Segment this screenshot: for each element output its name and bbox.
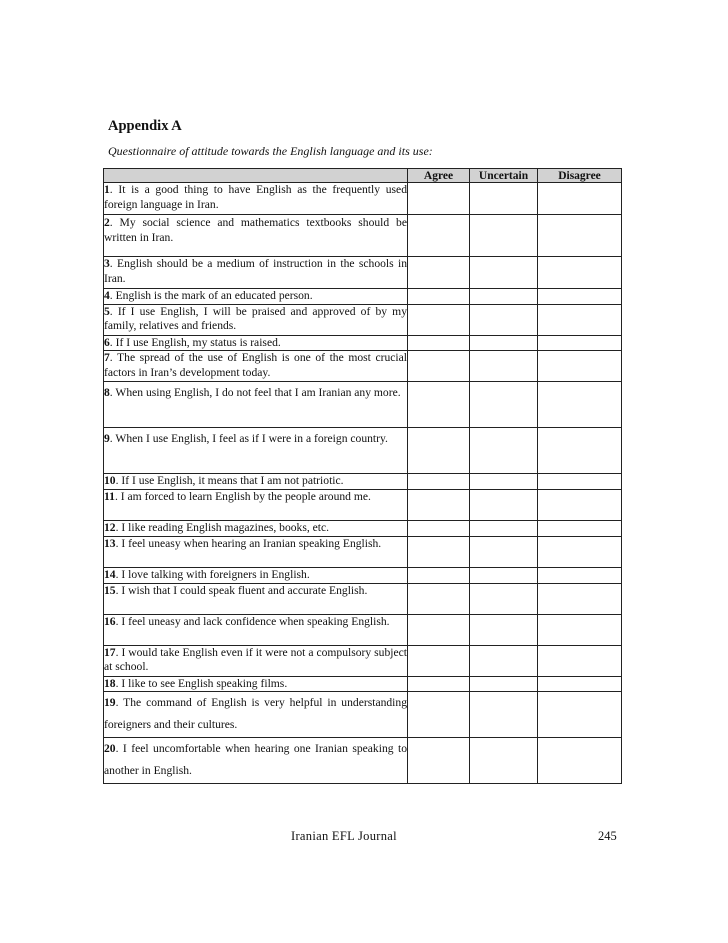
- table-row: [104, 692, 622, 738]
- agree-response-cell[interactable]: [408, 382, 470, 428]
- column-header-statement: [104, 169, 408, 183]
- disagree-response-cell[interactable]: [538, 676, 622, 692]
- statement-cell: [104, 428, 408, 474]
- statement-number: 8: [104, 386, 110, 400]
- agree-response-cell[interactable]: [408, 335, 470, 351]
- uncertain-response-cell[interactable]: [470, 335, 538, 351]
- statement-number: 19: [104, 696, 116, 710]
- table-row: [104, 521, 622, 537]
- appendix-heading: Appendix A: [108, 118, 182, 134]
- statement-text: . If I use English, my status is raised.: [109, 335, 281, 349]
- statement-cell: [104, 645, 408, 676]
- statement-cell: [104, 583, 408, 614]
- disagree-response-cell[interactable]: [538, 289, 622, 305]
- table-row: [104, 304, 622, 335]
- statement-number: 18: [104, 676, 116, 690]
- disagree-response-cell[interactable]: [538, 183, 622, 215]
- statement-cell: [104, 335, 408, 351]
- table-row: [104, 215, 622, 257]
- table-row: [104, 474, 622, 490]
- disagree-response-cell[interactable]: [538, 382, 622, 428]
- statement-text: . It is a good thing to have English as the frequently used foreign language in Iran.: [104, 183, 407, 211]
- agree-response-cell[interactable]: [408, 304, 470, 335]
- agree-response-cell[interactable]: [408, 428, 470, 474]
- statement-text: . I am forced to learn English by the people around me.: [114, 490, 371, 504]
- disagree-response-cell[interactable]: [538, 490, 622, 521]
- statement-cell: [104, 289, 408, 305]
- disagree-response-cell[interactable]: [538, 304, 622, 335]
- table-row: [104, 583, 622, 614]
- uncertain-response-cell[interactable]: [470, 614, 538, 645]
- table-header-row: [104, 169, 622, 183]
- statement-text: . If I use English, it means that I am not patriotic.: [115, 474, 344, 488]
- uncertain-response-cell[interactable]: [470, 474, 538, 490]
- uncertain-response-cell[interactable]: [470, 567, 538, 583]
- agree-response-cell[interactable]: [408, 289, 470, 305]
- disagree-response-cell[interactable]: [538, 428, 622, 474]
- statement-cell: [104, 257, 408, 289]
- statement-number: 1: [104, 183, 110, 196]
- statement-number: 2: [104, 216, 110, 229]
- uncertain-response-cell[interactable]: [470, 257, 538, 289]
- uncertain-response-cell[interactable]: [470, 289, 538, 305]
- uncertain-response-cell[interactable]: [470, 521, 538, 537]
- uncertain-response-cell[interactable]: [470, 183, 538, 215]
- uncertain-response-cell[interactable]: [470, 583, 538, 614]
- statement-number: 11: [104, 490, 115, 504]
- uncertain-response-cell[interactable]: [470, 490, 538, 521]
- column-header-agree: Agree: [408, 169, 470, 183]
- table-row: [104, 738, 622, 784]
- statement-number: 4: [104, 289, 110, 302]
- statement-text: . When I use English, I feel as if I were in a foreign country.: [109, 432, 388, 446]
- statement-number: 17: [104, 645, 116, 659]
- disagree-response-cell[interactable]: [538, 614, 622, 645]
- agree-response-cell[interactable]: [408, 738, 470, 784]
- uncertain-response-cell[interactable]: [470, 215, 538, 257]
- statement-cell: [104, 676, 408, 692]
- uncertain-response-cell[interactable]: [470, 304, 538, 335]
- uncertain-response-cell[interactable]: [470, 536, 538, 567]
- statement-number: 20: [104, 742, 116, 756]
- disagree-response-cell[interactable]: [538, 351, 622, 382]
- uncertain-response-cell[interactable]: [470, 428, 538, 474]
- statement-number: 3: [104, 257, 110, 270]
- statement-text: . The command of English is very helpful in understanding foreigners and their cultures.: [104, 696, 407, 732]
- statement-text: . I like reading English magazines, books, etc.: [115, 521, 330, 535]
- statement-number: 15: [104, 583, 116, 597]
- table-row: [104, 351, 622, 382]
- disagree-response-cell[interactable]: [538, 583, 622, 614]
- table-row: [104, 382, 622, 428]
- table-row: [104, 289, 622, 305]
- uncertain-response-cell[interactable]: [470, 676, 538, 692]
- statement-number: 9: [104, 432, 110, 446]
- statement-number: 12: [104, 521, 116, 535]
- disagree-response-cell[interactable]: [538, 567, 622, 583]
- statement-cell: [104, 567, 408, 583]
- agree-response-cell[interactable]: [408, 614, 470, 645]
- statement-text: . I feel uncomfortable when hearing one Iranian speaking to another in English.: [104, 742, 407, 778]
- table-row: [104, 257, 622, 289]
- disagree-response-cell[interactable]: [538, 257, 622, 289]
- disagree-response-cell[interactable]: [538, 474, 622, 490]
- statement-cell: [104, 692, 408, 738]
- agree-response-cell[interactable]: [408, 583, 470, 614]
- table-row: [104, 536, 622, 567]
- disagree-response-cell[interactable]: [538, 521, 622, 537]
- footer-journal-name: Iranian EFL Journal: [291, 829, 397, 843]
- disagree-response-cell[interactable]: [538, 645, 622, 676]
- statement-cell: [104, 215, 408, 257]
- questionnaire-body: [104, 183, 622, 784]
- table-row: [104, 490, 622, 521]
- statement-cell: [104, 183, 408, 215]
- table-row: [104, 614, 622, 645]
- agree-response-cell[interactable]: [408, 676, 470, 692]
- statement-number: 16: [104, 614, 116, 628]
- statement-cell: [104, 351, 408, 382]
- statement-number: 6: [104, 335, 110, 349]
- questionnaire-table: [103, 168, 622, 784]
- uncertain-response-cell[interactable]: [470, 382, 538, 428]
- uncertain-response-cell[interactable]: [470, 351, 538, 382]
- statement-cell: [104, 738, 408, 784]
- statement-text: . If I use English, I will be praised and approved of by my family, relatives and friends.: [104, 304, 407, 333]
- agree-response-cell[interactable]: [408, 521, 470, 537]
- statement-cell: [104, 382, 408, 428]
- table-row: [104, 183, 622, 215]
- statement-number: 10: [104, 474, 116, 488]
- disagree-response-cell[interactable]: [538, 738, 622, 784]
- agree-response-cell[interactable]: [408, 183, 470, 215]
- statement-text: . I would take English even if it were not a compulsory subject at school.: [104, 645, 407, 674]
- column-header-uncertain: Uncertain: [470, 169, 538, 183]
- statement-cell: [104, 614, 408, 645]
- statement-cell: [104, 474, 408, 490]
- disagree-response-cell[interactable]: [538, 215, 622, 257]
- agree-response-cell[interactable]: [408, 474, 470, 490]
- statement-text: . I love talking with foreigners in English.: [115, 567, 310, 581]
- uncertain-response-cell[interactable]: [470, 692, 538, 738]
- table-row: [104, 676, 622, 692]
- table-row: [104, 335, 622, 351]
- statement-text: . My social science and mathematics textbooks should be written in Iran.: [104, 216, 407, 244]
- statement-text: . I feel uneasy when hearing an Iranian speaking English.: [115, 536, 382, 550]
- agree-response-cell[interactable]: [408, 567, 470, 583]
- uncertain-response-cell[interactable]: [470, 645, 538, 676]
- statement-text: . English should be a medium of instruction in the schools in Iran.: [104, 257, 407, 285]
- uncertain-response-cell[interactable]: [470, 738, 538, 784]
- statement-cell: [104, 536, 408, 567]
- table-row: [104, 428, 622, 474]
- statement-number: 7: [104, 351, 110, 365]
- agree-response-cell[interactable]: [408, 645, 470, 676]
- agree-response-cell[interactable]: [408, 490, 470, 521]
- statement-text: . English is the mark of an educated person.: [109, 289, 313, 302]
- statement-cell: [104, 490, 408, 521]
- statement-text: . When using English, I do not feel that I am Iranian any more.: [109, 386, 401, 400]
- questionnaire-subheading: Questionnaire of attitude towards the English language and its use:: [108, 144, 433, 158]
- footer-page-number: 245: [598, 829, 617, 843]
- disagree-response-cell[interactable]: [538, 692, 622, 738]
- disagree-response-cell[interactable]: [538, 536, 622, 567]
- statement-cell: [104, 521, 408, 537]
- agree-response-cell[interactable]: [408, 351, 470, 382]
- agree-response-cell[interactable]: [408, 215, 470, 257]
- statement-cell: [104, 304, 408, 335]
- column-header-disagree: Disagree: [538, 169, 622, 183]
- agree-response-cell[interactable]: [408, 692, 470, 738]
- statement-text: . I feel uneasy and lack confidence when speaking English.: [115, 614, 390, 628]
- statement-number: 5: [104, 304, 110, 318]
- statement-text: . The spread of the use of English is one of the most crucial factors in Iran’s development today.: [104, 351, 407, 380]
- agree-response-cell[interactable]: [408, 536, 470, 567]
- agree-response-cell[interactable]: [408, 257, 470, 289]
- statement-number: 14: [104, 567, 116, 581]
- disagree-response-cell[interactable]: [538, 335, 622, 351]
- table-row: [104, 645, 622, 676]
- statement-text: . I wish that I could speak fluent and accurate English.: [115, 583, 368, 597]
- statement-number: 13: [104, 536, 116, 550]
- table-row: [104, 567, 622, 583]
- statement-text: . I like to see English speaking films.: [115, 676, 288, 690]
